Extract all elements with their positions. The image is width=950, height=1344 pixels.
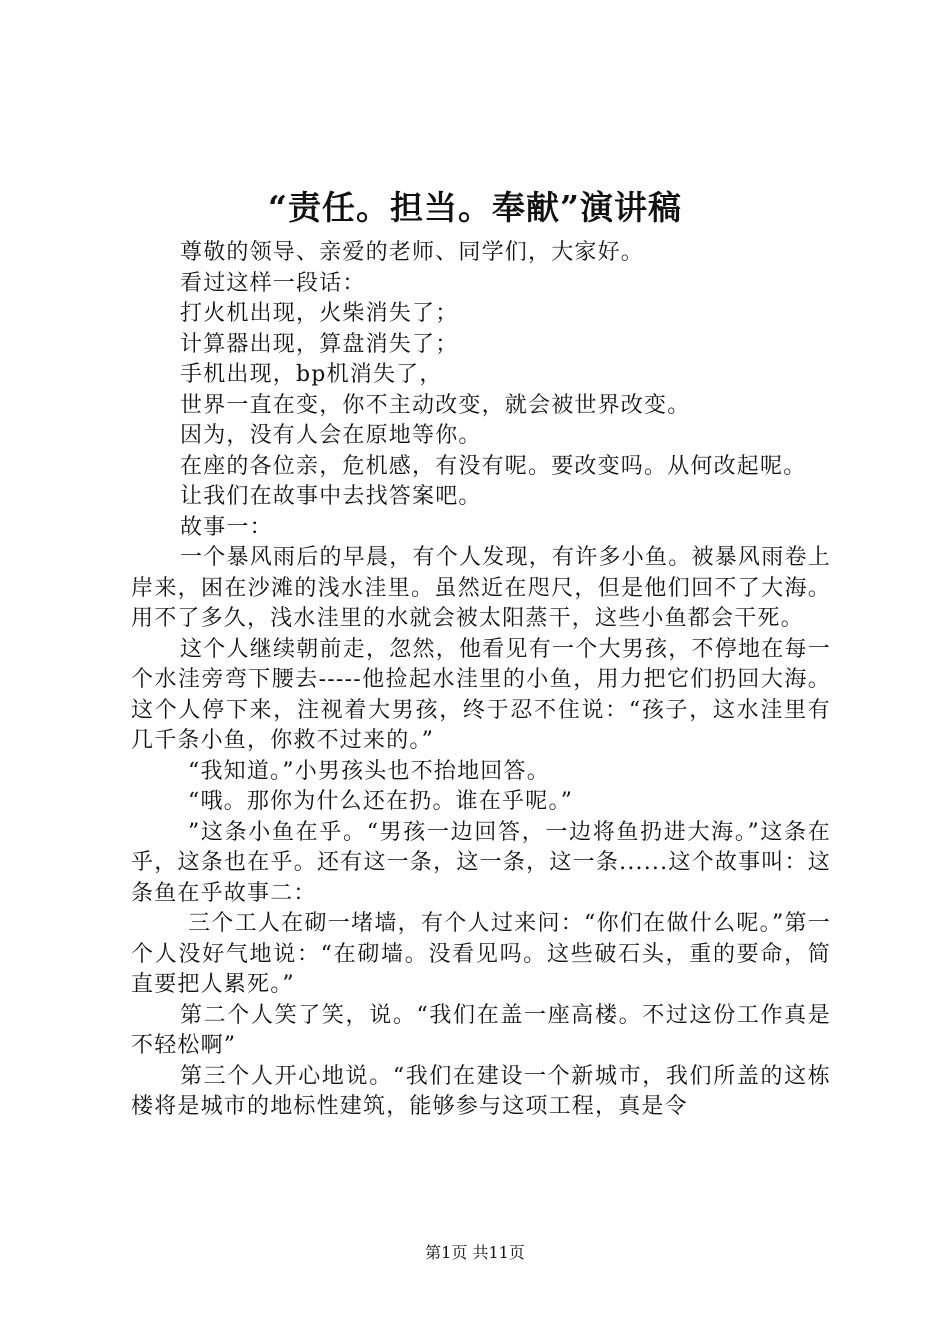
paragraph-greeting: 尊敬的领导、亲爱的老师、同学们，大家好。 [180, 240, 645, 265]
paragraph: 计算器出现，算盘消失了； [180, 331, 459, 357]
paragraph-story-heading: 故事一： [180, 514, 273, 540]
paragraph: “哦。那你为什么还在扔。谁在乎呢。” [188, 789, 574, 814]
paragraph: 世界一直在变，你不主动改变，就会被世界改变。 [180, 392, 691, 418]
paragraph: 三个工人在砌一堵墙，有个人过来问：“你们在做什么呢。”第一个人没好气地说：“在砌墙。没看见吗。这些破石头，重的要命，简直要把人累死。” [131, 911, 831, 997]
paragraph: 在座的各位亲，危机感，有没有呢。要改变吗。从何改起呢。 [180, 453, 807, 479]
paragraph: 打火机出现，火柴消失了； [180, 301, 459, 326]
paragraph: 因为，没有人会在原地等你。 [180, 423, 482, 448]
paragraph: 这个人继续朝前走，忽然，他看见有一个大男孩，不停地在每一个水洼旁弯下腰去-----他捡起水洼里的小鱼，用力把它们扔回大海。这个人停下来，注视着大男孩，终于忍不住说：“孩子，这水洼里有几千条小鱼，你救不过来的。” [131, 636, 831, 753]
paragraph: 让我们在故事中去找答案吧。 [180, 484, 482, 509]
paragraph: 第三个人开心地说。“我们在建设一个新城市，我们所盖的这栋楼将是城市的地标性建筑，能够参与这项工程，真是令 [131, 1063, 831, 1119]
paragraph: 看过这样一段话： [180, 270, 366, 296]
document-title: “责任。担当。奉献”演讲稿 [268, 188, 682, 227]
paragraph: 手机出现，bp机消失了， [180, 362, 443, 387]
document-body [131, 238, 831, 1123]
page-number-footer: 第1页 共11页 [425, 1243, 525, 1262]
paragraph: 一个暴风雨后的早晨，有个人发现，有许多小鱼。被暴风雨卷上岸来，困在沙滩的浅水洼里。虽然近在咫尺，但是他们回不了大海。用不了多久，浅水洼里的水就会被太阳蒸干，这些小鱼都会干死。 [131, 545, 831, 631]
paragraph: 第二个人笑了笑，说。“我们在盖一座高楼。不过这份工作真是不轻松啊” [131, 1002, 831, 1058]
paragraph: “我知道。”小男孩头也不抬地回答。 [188, 758, 550, 784]
paragraph: ”这条小鱼在乎。“男孩一边回答，一边将鱼扔进大海。”这条在乎，这条也在乎。还有这一条，这一条，这一条......这个故事叫：这条鱼在乎故事二： [131, 819, 831, 906]
